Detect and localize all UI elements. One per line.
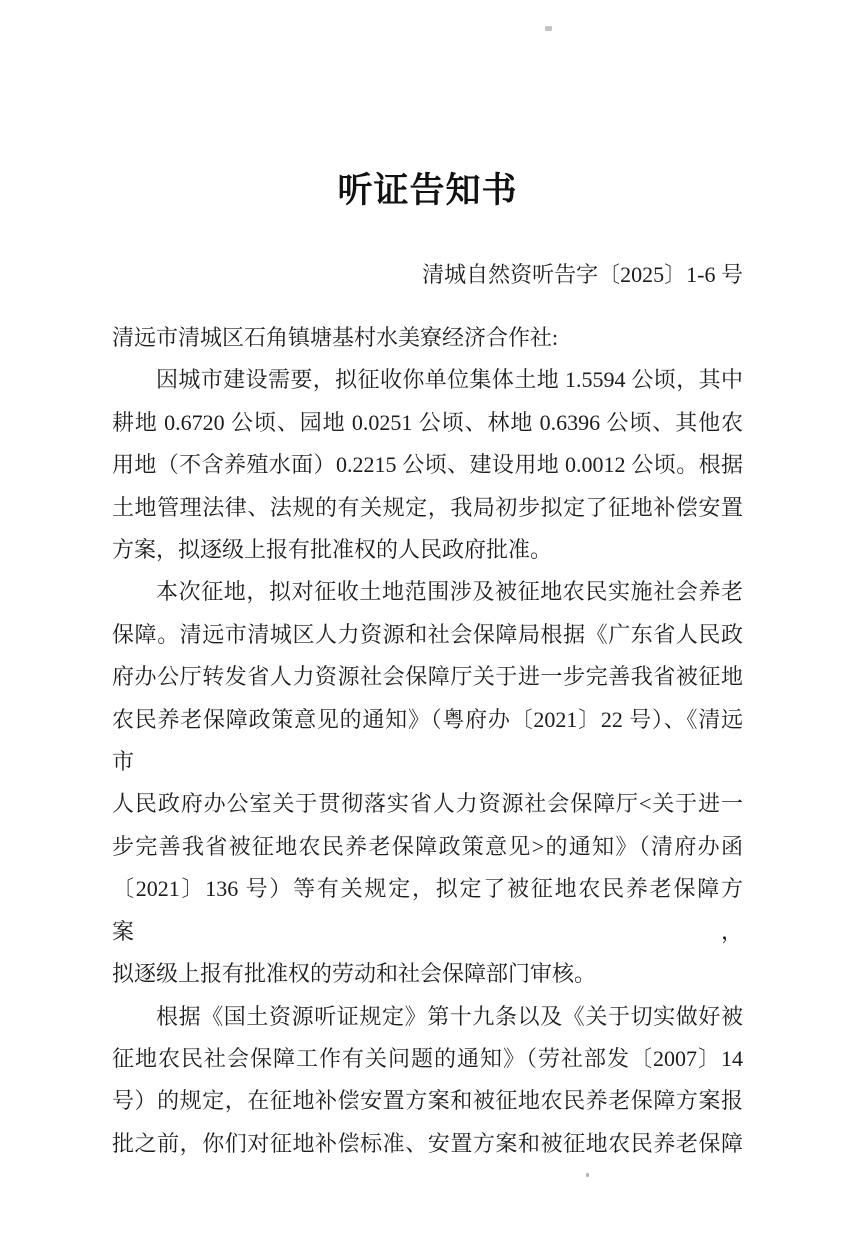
body-line: 本次征地，拟对征收土地范围涉及被征地农民实施社会养老	[156, 579, 743, 605]
body-line: 拟逐级上报有批准权的劳动和社会保障部门审核。	[112, 961, 597, 987]
body-line: 府办公厅转发省人力资源社会保障厅关于进一步完善我省被征地	[112, 664, 743, 690]
body-line: 人民政府办公室关于贯彻落实省人力资源社会保障厅<关于进一	[112, 791, 743, 817]
body-line: 批之前，你们对征地补偿标准、安置方案和被征地农民养老保障	[112, 1130, 743, 1156]
document-title: 听证告知书	[337, 171, 518, 210]
addressee-line: 清远市清城区石角镇塘基村水美寮经济合作社:	[112, 325, 559, 350]
body-line: 方案，拟逐级上报有批准权的人民政府批准。	[112, 537, 553, 563]
body-line: 〔2021〕136 号）等有关规定，拟定了被征地农民养老保障方案，	[112, 876, 743, 944]
body-line: 根据《国土资源听证规定》第十九条以及《关于切实做好被	[156, 1003, 743, 1029]
body-line: 步完善我省被征地农民养老保障政策意见>的通知》（清府办函	[112, 833, 743, 859]
body-line: 耕地 0.6720 公顷、园地 0.0251 公顷、林地 0.6396 公顷、其他农	[112, 409, 743, 435]
body-line: 因城市建设需要，拟征收你单位集体土地 1.5594 公顷，其中	[156, 367, 743, 393]
body-line: 土地管理法律、法规的有关规定，我局初步拟定了征地补偿安置	[112, 494, 743, 520]
body-line: 保障。清远市清城区人力资源和社会保障局根据《广东省人民政	[112, 621, 743, 647]
body-line: 征地农民社会保障工作有关问题的通知》（劳社部发〔2007〕14	[112, 1045, 743, 1071]
scan-artifact	[586, 1173, 589, 1177]
scan-artifact	[545, 26, 552, 31]
body-line: 农民养老保障政策意见的通知》（粤府办〔2021〕22 号）、《清远市	[112, 706, 743, 775]
document-body	[112, 317, 743, 1165]
body-line: 用地（不含养殖水面）0.2215 公顷、建设用地 0.0012 公顷。根据	[112, 452, 743, 478]
body-line: 号）的规定，在征地补偿安置方案和被征地农民养老保障方案报	[112, 1088, 743, 1114]
document-number: 清城自然资听告字〔2025〕1-6 号	[422, 262, 743, 287]
